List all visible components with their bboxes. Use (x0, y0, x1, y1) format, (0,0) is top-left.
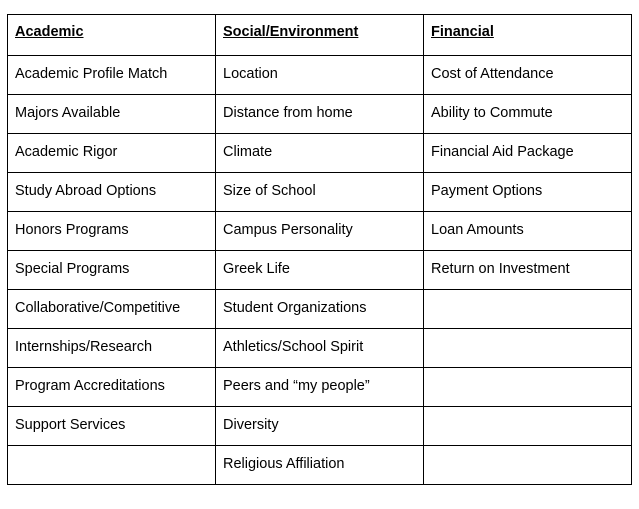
table-cell-financial (424, 290, 632, 329)
table-row (8, 251, 632, 290)
table-cell-academic: Honors Programs (8, 212, 216, 251)
table-row (8, 446, 632, 485)
table-row (8, 329, 632, 368)
table-cell-social-environment: Diversity (216, 407, 424, 446)
table-row (8, 56, 632, 95)
table-row (8, 173, 632, 212)
table-row (8, 290, 632, 329)
table-row (8, 212, 632, 251)
table-cell-social-environment: Size of School (216, 173, 424, 212)
table-cell-financial: Payment Options (424, 173, 632, 212)
table-cell-social-environment: Student Organizations (216, 290, 424, 329)
table-cell-social-environment: Location (216, 56, 424, 95)
table-row (8, 407, 632, 446)
college-criteria-table (7, 14, 632, 485)
table-cell-social-environment: Athletics/School Spirit (216, 329, 424, 368)
table-cell-academic: Study Abroad Options (8, 173, 216, 212)
table-cell-financial: Ability to Commute (424, 95, 632, 134)
table-cell-social-environment: Distance from home (216, 95, 424, 134)
table-cell-academic: Program Accreditations (8, 368, 216, 407)
table-cell-academic: Academic Rigor (8, 134, 216, 173)
table-header (8, 15, 632, 56)
table-row (8, 134, 632, 173)
table-body (8, 56, 632, 485)
table-cell-financial (424, 368, 632, 407)
table-cell-academic: Academic Profile Match (8, 56, 216, 95)
table-cell-financial: Cost of Attendance (424, 56, 632, 95)
table-cell-financial: Loan Amounts (424, 212, 632, 251)
header-financial: Financial (424, 15, 632, 56)
table-row (8, 95, 632, 134)
header-social-environment: Social/Environment (216, 15, 424, 56)
table-cell-social-environment: Climate (216, 134, 424, 173)
table-cell-social-environment: Religious Affiliation (216, 446, 424, 485)
table-cell-financial: Return on Investment (424, 251, 632, 290)
table-cell-social-environment: Peers and “my people” (216, 368, 424, 407)
table-cell-academic: Majors Available (8, 95, 216, 134)
table-cell-academic: Support Services (8, 407, 216, 446)
table-cell-financial: Financial Aid Package (424, 134, 632, 173)
table-cell-financial (424, 407, 632, 446)
table-cell-academic (8, 446, 216, 485)
header-academic: Academic (8, 15, 216, 56)
header-row (8, 15, 632, 56)
table-cell-social-environment: Greek Life (216, 251, 424, 290)
table-row (8, 368, 632, 407)
table-cell-social-environment: Campus Personality (216, 212, 424, 251)
table-cell-academic: Collaborative/Competitive (8, 290, 216, 329)
table-cell-financial (424, 446, 632, 485)
table-cell-academic: Special Programs (8, 251, 216, 290)
table-cell-financial (424, 329, 632, 368)
table-cell-academic: Internships/Research (8, 329, 216, 368)
